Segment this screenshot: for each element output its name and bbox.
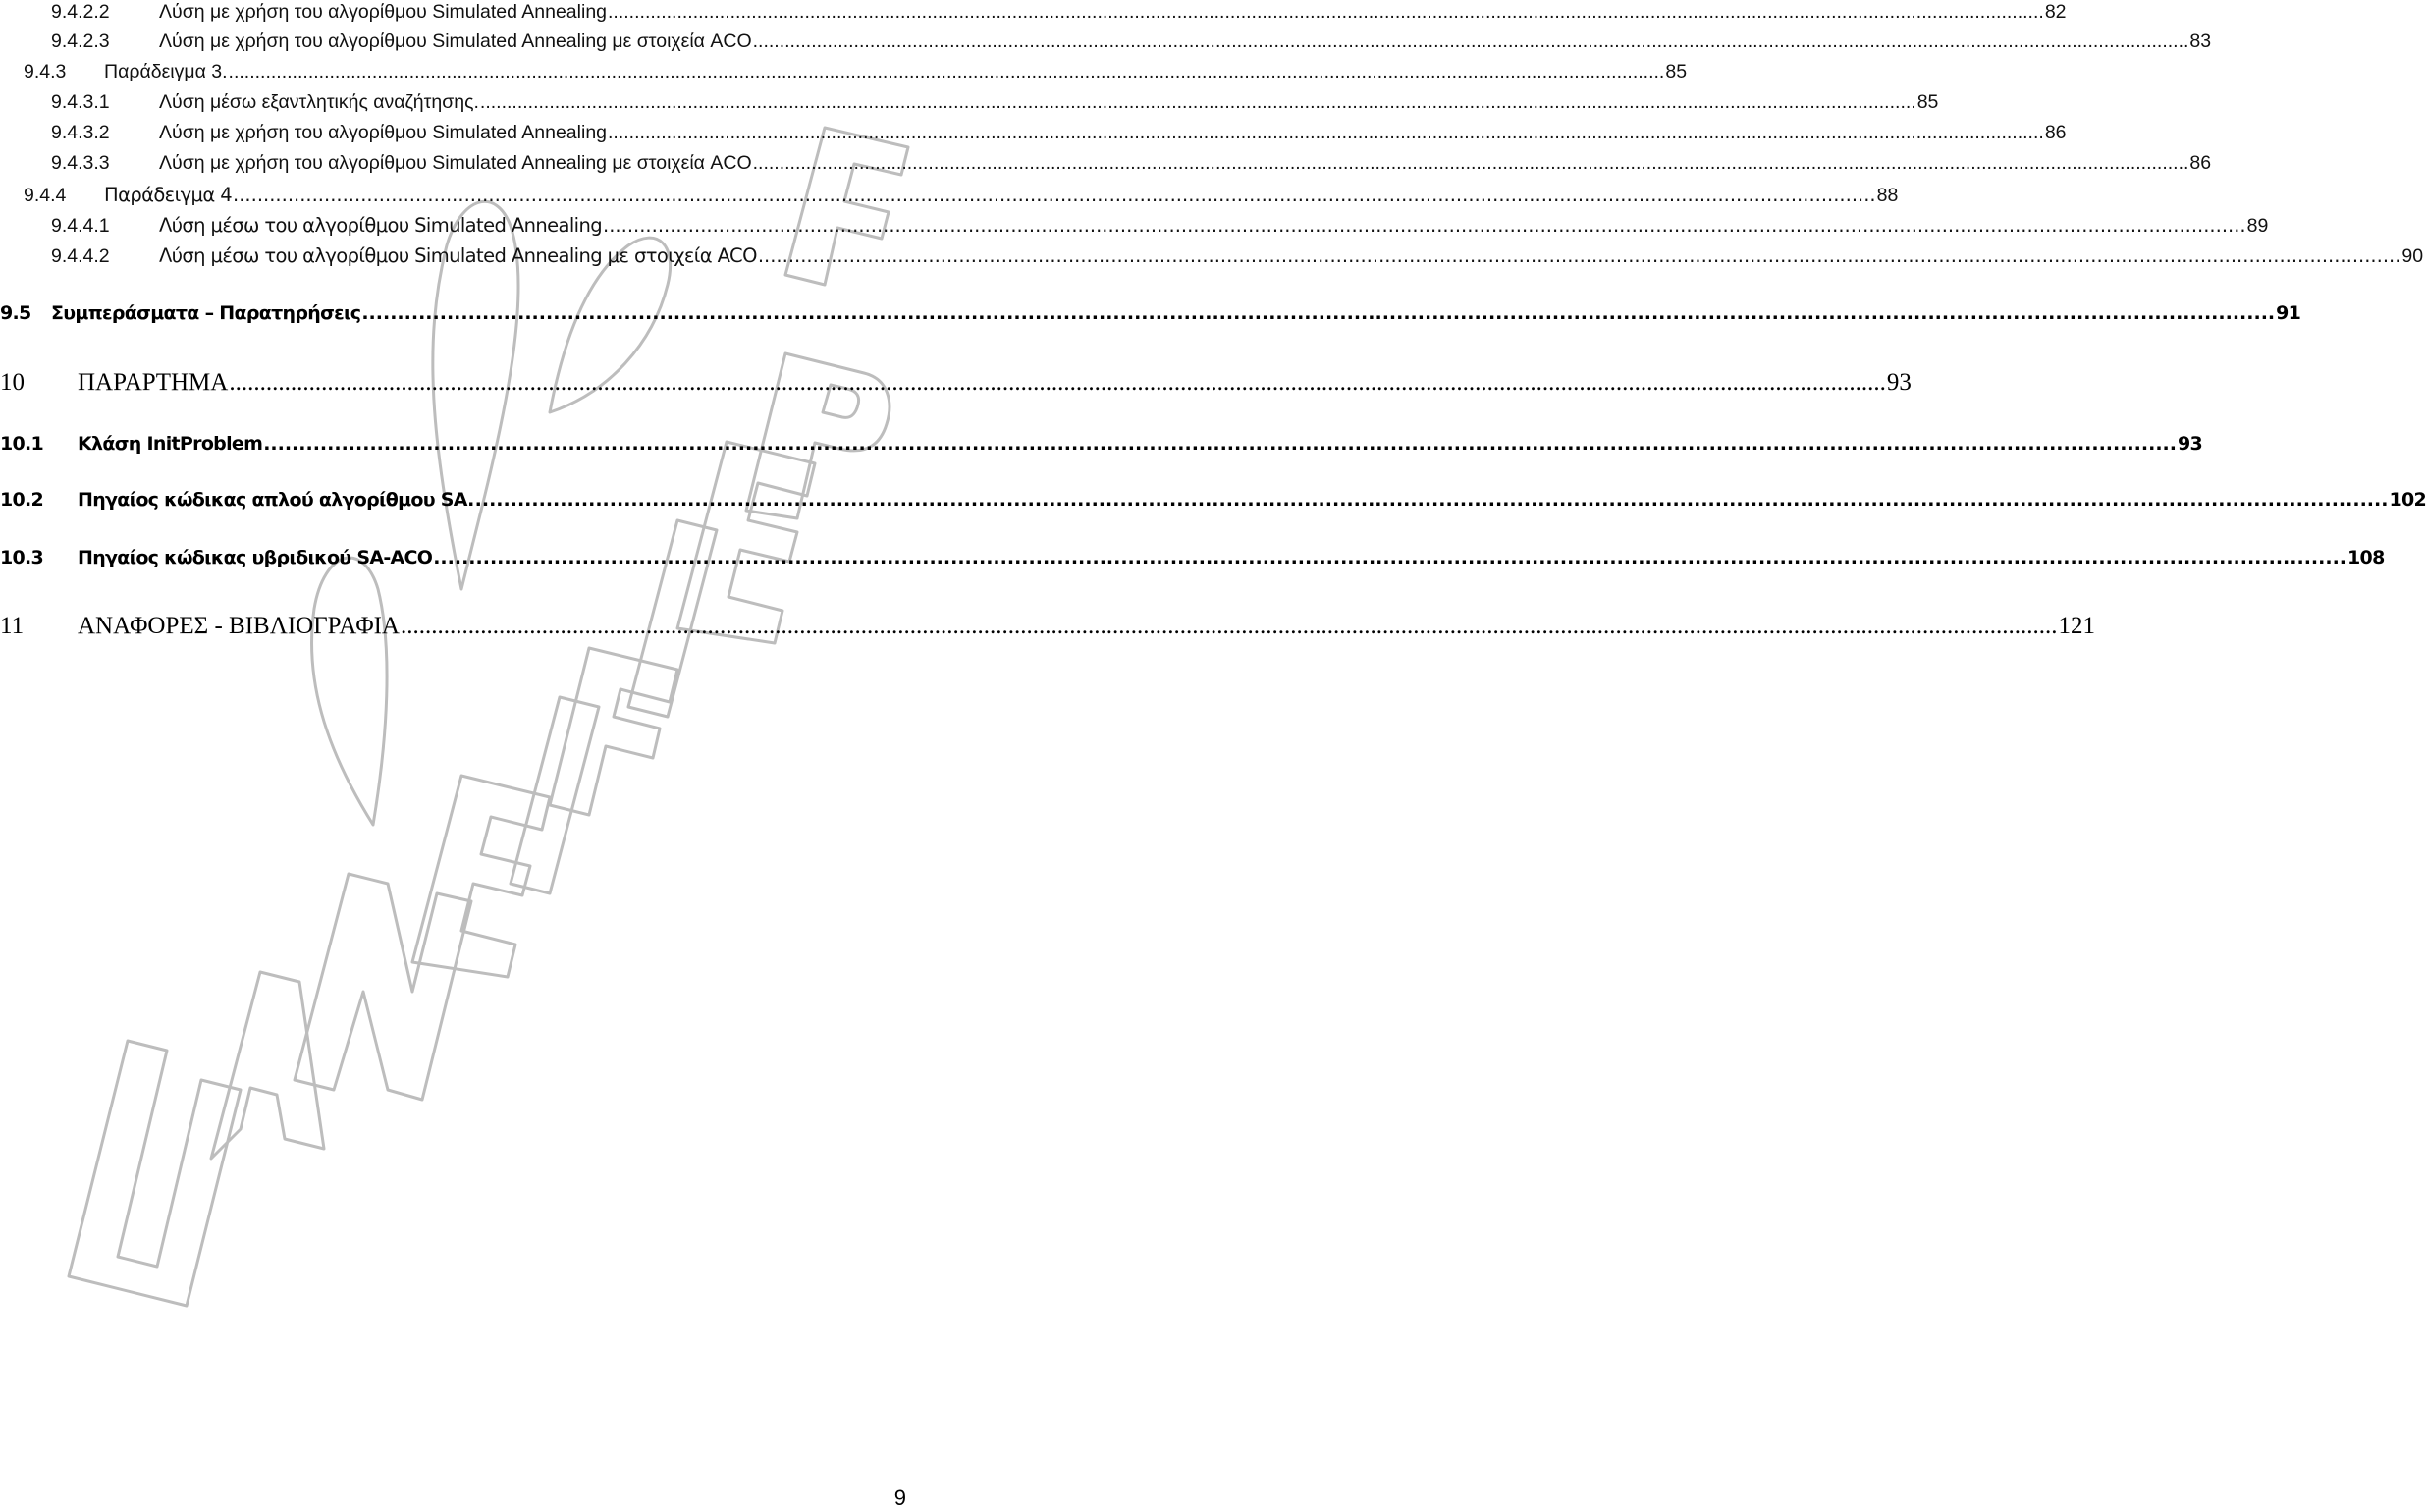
- dot-leader: [361, 302, 2275, 324]
- dot-leader: [233, 184, 1876, 206]
- toc-entry-title: Πηγαίος κώδικας υβριδικού SA-ACO: [78, 547, 433, 568]
- toc-entry-number: 10.3: [0, 547, 44, 568]
- toc-entry-number: 9.5: [0, 302, 31, 324]
- toc-entry[interactable]: [0, 613, 2095, 640]
- toc-entry-title: Λύση με χρήση του αλγορίθμου Simulated Annealing με στοιχεία ACO: [159, 152, 752, 174]
- toc-entry-number: 9.4.4: [24, 185, 67, 206]
- toc-entry[interactable]: [51, 91, 1939, 114]
- toc-entry-page: 86: [2189, 152, 2212, 174]
- toc-entry[interactable]: [24, 184, 1899, 207]
- toc-entry-number: 9.4.2.2: [51, 1, 110, 23]
- dot-leader: [753, 152, 2189, 175]
- toc-entry-number: 9.4.2.3: [51, 30, 110, 52]
- dot-leader: [229, 369, 1886, 397]
- toc-entry[interactable]: [0, 547, 2385, 568]
- toc-entry-title: Λύση με χρήση του αλγορίθμου Simulated Annealing με στοιχεία ACO: [159, 30, 752, 52]
- toc-entry-page: 93: [1886, 369, 1912, 396]
- toc-entry[interactable]: [51, 214, 2269, 238]
- toc-entry-page: 89: [2246, 215, 2269, 237]
- toc-entry-number: 10.2: [0, 489, 44, 511]
- toc-entry-number: 9.4.3.3: [51, 152, 110, 174]
- toc-entry-number: 10: [0, 369, 25, 396]
- toc-entry-number: 9.4.3: [24, 61, 67, 82]
- toc-entry[interactable]: [51, 122, 2067, 144]
- toc-entry[interactable]: [0, 369, 1912, 397]
- toc-entry-page: 83: [2189, 30, 2212, 52]
- toc-entry-number: 9.4.4.1: [51, 215, 110, 237]
- toc-entry[interactable]: [0, 302, 2301, 324]
- toc-entry-number: 10.1: [0, 433, 44, 455]
- toc-entry-title: Λύση με χρήση του αλγορίθμου Simulated Annealing: [159, 122, 608, 143]
- toc-entry-page: 121: [2058, 613, 2095, 639]
- toc-entry-title: Συμπεράσματα – Παρατηρήσεις: [51, 302, 361, 324]
- toc-entry-title: Λύση με χρήση του αλγορίθμου Simulated Annealing: [159, 1, 608, 23]
- toc-entry-page: 88: [1876, 185, 1899, 206]
- dot-leader: [263, 433, 2177, 455]
- toc-entry[interactable]: [24, 61, 1688, 83]
- toc-entry-page: 91: [2276, 302, 2301, 324]
- dot-leader: [753, 30, 2189, 53]
- toc-entry-number: 9.4.4.2: [51, 245, 110, 267]
- toc-entry-title: Παράδειγμα 3.: [104, 61, 228, 82]
- toc-entry-page: 82: [2044, 1, 2067, 23]
- toc-entry[interactable]: [51, 30, 2212, 53]
- toc-entry-number: 9.4.3.2: [51, 122, 110, 143]
- toc-entry-page: 102: [2389, 489, 2426, 511]
- toc-entry-page: 86: [2044, 122, 2067, 143]
- toc-entry[interactable]: [51, 152, 2212, 175]
- toc-entry-page: 93: [2178, 433, 2203, 455]
- dot-leader: [758, 244, 2401, 267]
- toc-entry-title: Λύση μέσω εξαντλητικής αναζήτησης.: [159, 91, 479, 113]
- toc-entry-title: ΑΝΑΦΟΡΕΣ - ΒΙΒΛΙΟΓΡΑΦΙΑ: [78, 613, 400, 639]
- dot-leader: [229, 61, 1665, 83]
- dot-leader: [480, 91, 1916, 114]
- toc-entry-title: Λύση μέσω του αλγορίθμου Simulated Annealing: [159, 214, 603, 237]
- toc-entry-title: Λύση μέσω του αλγορίθμου Simulated Annealing με στοιχεία ACO: [159, 244, 757, 267]
- toc-entry-page: 90: [2401, 245, 2424, 267]
- toc-entry-title: ΠΑΡΑΡΤΗΜΑ: [78, 369, 229, 396]
- toc-entry[interactable]: [0, 489, 2426, 511]
- toc-entry-page: 108: [2347, 547, 2385, 568]
- dot-leader: [603, 214, 2246, 237]
- toc-entry-title: Πηγαίος κώδικας απλού αλγορίθμου SA.: [78, 489, 474, 511]
- toc-entry-page: 85: [1916, 91, 1939, 113]
- dot-leader: [608, 1, 2044, 24]
- toc-entry-number: 11: [0, 613, 25, 639]
- toc-entry[interactable]: [51, 244, 2424, 268]
- dot-leader: [608, 122, 2044, 144]
- toc-entry[interactable]: [51, 1, 2067, 24]
- toc-entry[interactable]: [0, 433, 2203, 455]
- toc-entry-title: Παράδειγμα 4: [104, 184, 233, 206]
- dot-leader: [433, 547, 2346, 568]
- dot-leader: [401, 613, 2058, 640]
- toc-entry-page: 85: [1665, 61, 1688, 82]
- dot-leader: [475, 489, 2389, 511]
- page-number: 9: [893, 1485, 906, 1510]
- toc-entry-title: Κλάση InitProblem: [78, 433, 263, 455]
- toc-entry-number: 9.4.3.1: [51, 91, 110, 113]
